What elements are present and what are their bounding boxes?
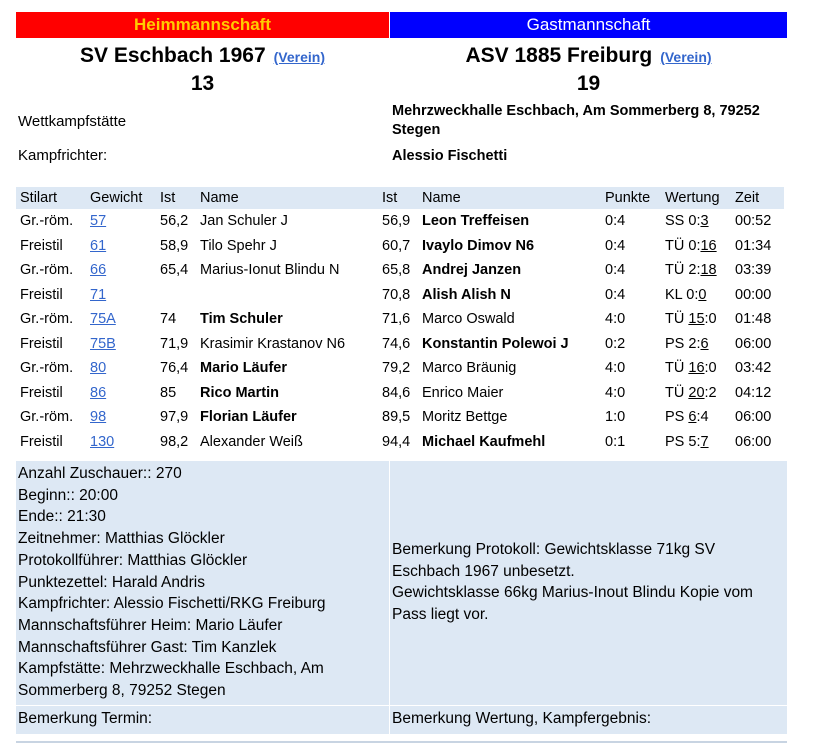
points-cell: 4:0 [605,384,626,401]
weight-class-link[interactable]: 61 [90,237,107,254]
result-type: TÜ [665,262,685,279]
home-wrestler-name [196,283,378,308]
result-score-guest: 18 [700,262,717,279]
result-score-home: 0 [686,286,695,303]
result-score-home: 5 [688,433,697,450]
points-cell: 0:4 [605,213,626,230]
weight-cell [86,234,156,259]
style-cell: Gr.-röm. [20,213,74,230]
weight-cell [86,307,156,332]
column-header: Punkte [601,187,661,209]
points-cell: 0:4 [605,262,626,279]
weight-cell [86,209,156,234]
guest-wrestler-name: Andrej Janzen [422,262,522,279]
result-score-home: 0 [688,237,697,254]
home-weight-cell: 76,4 [160,360,189,377]
points-cell: 0:1 [605,433,626,450]
time-cell: 04:12 [735,384,772,401]
result-cell: KL 0:0 [665,286,707,303]
detail-line: Kampfrichter: Alessio Fischetti/RKG Freiburg [18,595,326,613]
guest-wrestler-name: Enrico Maier [422,384,504,401]
weight-class-link[interactable]: 86 [90,384,107,401]
bottom-divider [16,741,787,743]
home-weight-cell: 71,9 [160,335,189,352]
points-cell: 0:4 [605,286,626,303]
home-weight-cell: 58,9 [160,237,189,254]
home-team-name: SV Eschbach 1967 [80,44,266,67]
guest-wrestler-name: Konstantin Polewoi J [422,335,569,352]
guest-weight-cell: 65,8 [382,262,411,279]
column-header: Wertung [661,187,731,209]
table-row [16,332,784,357]
weight-class-link[interactable]: 130 [90,433,115,450]
guest-wrestler-name: Marco Bräunig [422,360,517,377]
result-score-home: 6 [688,409,697,426]
home-weight-cell: 56,2 [160,213,189,230]
points-cell: 4:0 [605,360,626,377]
style-cell: Gr.-röm. [20,262,74,279]
home-verein-link[interactable]: (Verein) [273,49,325,65]
table-header-row [16,187,784,209]
result-cell: SS 0:3 [665,213,709,230]
points-cell: 0:2 [605,335,626,352]
home-wrestler-name: Rico Martin [200,384,279,401]
guest-weight-cell: 94,4 [382,433,411,450]
result-score-guest: 6 [700,335,709,352]
result-score-guest: 4 [700,409,709,426]
result-type: PS [665,409,685,426]
result-score-home: 2 [688,335,697,352]
result-score-guest: 3 [700,213,709,230]
guest-wrestler-name: Ivaylo Dimov N6 [422,237,535,254]
table-row [16,405,784,430]
result-score-guest: 16 [700,237,717,254]
home-wrestler-name: Alexander Weiß [200,433,303,450]
result-type: PS [665,335,685,352]
result-type: TÜ [665,237,685,254]
venue-value: Mehrzweckhalle Eschbach, Am Sommerberg 8, 79252 Stegen [392,103,760,138]
home-weight-cell: 98,2 [160,433,189,450]
guest-wrestler-name: Moritz Bettge [422,409,508,426]
guest-weight-cell: 84,6 [382,384,411,401]
table-row [16,307,784,332]
home-wrestler-name: Marius-Ionut Blindu N [200,262,340,279]
weight-class-link[interactable]: 66 [90,262,107,279]
table-row [16,234,784,259]
guest-weight-cell: 56,9 [382,213,411,230]
column-header: Stilart [16,187,86,209]
style-cell: Freistil [20,237,63,254]
points-cell: 0:4 [605,237,626,254]
result-type: TÜ [665,311,685,328]
time-cell: 01:48 [735,311,772,328]
result-score-home: 2 [688,262,697,279]
table-row [16,356,784,381]
guest-team-block [390,44,787,96]
result-score-guest: 2 [708,384,717,401]
result-type: PS [665,433,685,450]
home-wrestler-name: Tim Schuler [200,311,283,328]
detail-line: Beginn:: 20:00 [18,486,118,504]
detail-line: Protokollführer: Matthias Glöckler [18,551,248,569]
column-header: Gewicht [86,187,156,209]
weight-class-link[interactable]: 57 [90,213,107,230]
style-cell: Freistil [20,286,63,303]
guest-team-name: ASV 1885 Freiburg [465,44,653,67]
result-cell: TÜ 0:16 [665,237,717,254]
time-cell: 06:00 [735,409,772,426]
guest-weight-cell: 71,6 [382,311,411,328]
result-score-home: 16 [688,360,705,377]
time-cell: 06:00 [735,433,772,450]
style-cell: Gr.-röm. [20,311,74,328]
detail-line: Zeitnehmer: Matthias Glöckler [18,530,225,548]
weight-cell [86,356,156,381]
referee-value: Alessio Fischetti [392,148,508,164]
weight-cell [86,283,156,308]
home-score: 13 [190,72,215,95]
result-cell: TÜ 15:0 [665,311,717,328]
weight-cell [86,430,156,455]
result-cell: TÜ 2:18 [665,262,717,279]
detail-line: Mannschaftsführer Gast: Tim Kanzlek [18,638,277,656]
guest-weight-cell: 74,6 [382,335,411,352]
guest-wrestler-name: Michael Kaufmehl [422,433,546,450]
result-score-guest: 7 [700,433,709,450]
result-cell: PS 2:6 [665,335,709,352]
home-team-header: Heimmannschaft [16,12,389,38]
referee-label: Kampfrichter: [18,147,108,164]
points-cell: 1:0 [605,409,626,426]
result-type: KL [665,286,683,303]
style-cell: Freistil [20,335,63,352]
result-cell: PS 6:4 [665,409,709,426]
guest-team-header: Gastmannschaft [390,12,787,38]
table-row [16,283,784,308]
guest-weight-cell: 89,5 [382,409,411,426]
home-weight-cell: 85 [160,384,177,401]
guest-wrestler-name: Leon Treffeisen [422,213,530,230]
remark-wertung: Bemerkung Wertung, Kampfergebnis: [390,706,787,734]
remark-line: Bemerkung Protokoll: Gewichtsklasse 71kg SV Eschbach 1967 unbesetzt. [392,541,716,580]
result-score-home: 15 [688,311,705,328]
weight-class-link[interactable]: 80 [90,360,107,377]
bouts-table [16,187,784,454]
result-score-guest: 0 [708,360,717,377]
result-score-home: 0 [688,213,697,230]
home-weight-cell [156,283,196,308]
guest-weight-cell: 70,8 [382,286,411,303]
guest-score: 19 [576,72,601,95]
weight-class-link[interactable]: 98 [90,409,107,426]
match-details [16,461,389,705]
detail-line: Mannschaftsführer Heim: Mario Läufer [18,616,283,634]
time-cell: 01:34 [735,237,772,254]
table-row [16,381,784,406]
result-cell: TÜ 20:2 [665,384,717,401]
weight-cell [86,405,156,430]
home-weight-cell: 65,4 [160,262,189,279]
time-cell: 03:39 [735,262,772,279]
result-score-home: 20 [688,384,705,401]
weight-class-link[interactable]: 75B [90,335,116,352]
weight-class-link[interactable]: 75A [90,311,116,328]
style-cell: Freistil [20,384,63,401]
table-row [16,258,784,283]
table-row [16,209,784,234]
detail-line: Punktezettel: Harald Andris [18,573,205,591]
result-score-guest: 0 [698,286,707,303]
guest-wrestler-name: Alish Alish N [422,286,511,303]
style-cell: Freistil [20,433,63,450]
column-header: Ist [156,187,196,209]
guest-verein-link[interactable]: (Verein) [660,49,712,65]
venue-label: Wettkampfstätte [18,113,127,130]
result-type: SS [665,213,685,230]
home-wrestler-name: Jan Schuler J [200,213,288,230]
points-cell: 4:0 [605,311,626,328]
home-wrestler-name: Tilo Spehr J [200,237,277,254]
detail-line: Anzahl Zuschauer:: 270 [18,465,182,482]
result-type: TÜ [665,360,685,377]
guest-wrestler-name: Marco Oswald [422,311,515,328]
style-cell: Gr.-röm. [20,409,74,426]
detail-line: Ende:: 21:30 [18,508,106,526]
time-cell: 06:00 [735,335,772,352]
column-header: Name [418,187,601,209]
protocol-remarks [390,461,787,705]
column-header: Ist [378,187,418,209]
detail-line: Kampfstätte: Mehrzweckhalle Eschbach, Am Sommerberg 8, 79252 Stegen [18,660,324,700]
time-cell: 00:00 [735,286,772,303]
guest-weight-cell: 79,2 [382,360,411,377]
weight-cell [86,258,156,283]
result-score-guest: 0 [708,311,717,328]
guest-weight-cell: 60,7 [382,237,411,254]
weight-cell [86,332,156,357]
remark-line: Gewichtsklasse 66kg Marius-Inout Blindu Kopie vom Pass liegt vor. [392,584,753,624]
home-wrestler-name: Florian Läufer [200,409,297,426]
remark-termin: Bemerkung Termin: [16,706,389,734]
column-header: Name [196,187,378,209]
time-cell: 03:42 [735,360,772,377]
table-row [16,430,784,455]
home-weight-cell: 97,9 [160,409,189,426]
home-wrestler-name: Krasimir Krastanov N6 [200,335,346,352]
home-team-block [16,44,389,96]
result-cell: PS 5:7 [665,433,709,450]
result-type: TÜ [665,384,685,401]
weight-class-link[interactable]: 71 [90,286,107,303]
result-cell: TÜ 16:0 [665,360,717,377]
column-header: Zeit [731,187,784,209]
weight-cell [86,381,156,406]
home-weight-cell: 74 [160,311,177,328]
style-cell: Gr.-röm. [20,360,74,377]
time-cell: 00:52 [735,213,772,230]
home-wrestler-name: Mario Läufer [200,360,288,377]
